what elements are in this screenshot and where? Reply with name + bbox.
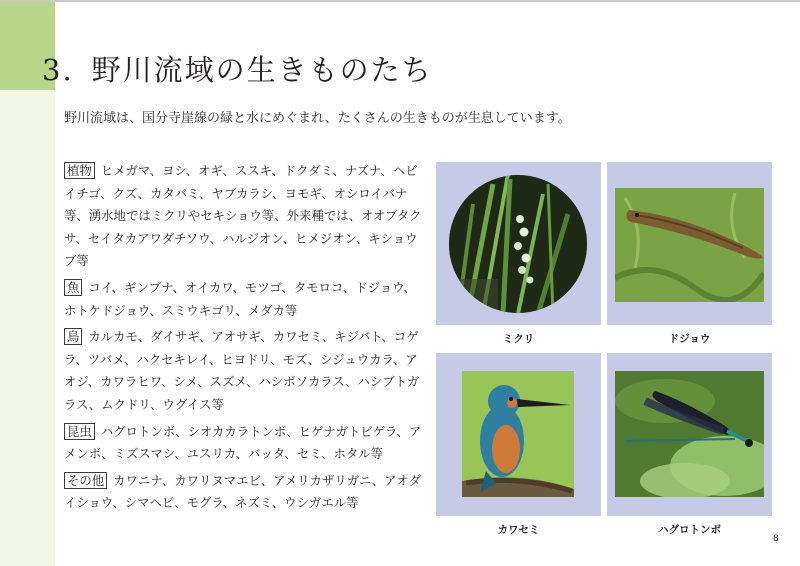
group-tag: 植物 bbox=[64, 162, 95, 179]
top-rule bbox=[0, 0, 800, 2]
damselfly-insect-image bbox=[615, 371, 764, 497]
mikuri-plant-image bbox=[448, 174, 588, 314]
species-group-plants bbox=[64, 160, 424, 273]
intro-text: 野川流域は、国分寺崖線の緑と水にめぐまれ、たくさんの生きものが生息しています。 bbox=[64, 111, 571, 126]
group-tag: 魚 bbox=[64, 279, 82, 296]
caption-dojou: ドジョウ bbox=[668, 333, 711, 345]
group-tag: 鳥 bbox=[64, 328, 82, 345]
loach-fish-image bbox=[615, 188, 764, 302]
group-text: カワニナ、カワリヌマエビ、アメリカザリガニ、アオダイショウ、シマヘビ、モグラ、ネズミ、ウシガエル等 bbox=[64, 472, 422, 511]
section-title: 野川流域の生きものたち bbox=[91, 53, 433, 87]
margin-accent-strip bbox=[0, 90, 55, 566]
page-title bbox=[42, 48, 433, 89]
species-list bbox=[64, 160, 424, 519]
page-number: 8 bbox=[773, 534, 779, 544]
kingfisher-bird-image bbox=[462, 371, 574, 497]
group-text: ハグロトンボ、シオカカラトンボ、ヒゲナガトビゲラ、アメンボ、ミズスマシ、ユスリカ、バッタ、セミ、ホタル等 bbox=[64, 423, 422, 462]
species-group-birds bbox=[64, 326, 424, 416]
photo-mikuri bbox=[436, 162, 601, 325]
photo-haguro-tonbo bbox=[607, 353, 772, 516]
group-text: コイ、ギンブナ、オイカワ、モツゴ、タモロコ、ドジョウ、ホトケドジョウ、スミウキゴリ、メダカ等 bbox=[64, 279, 416, 318]
species-group-other bbox=[64, 470, 424, 515]
caption-mikuri: ミクリ bbox=[502, 333, 535, 345]
group-tag: その他 bbox=[64, 472, 107, 489]
group-text: ヒメガマ、ヨシ、オギ、ススキ、ドクダミ、ナズナ、ヘビイチゴ、クズ、カタバミ、ヤブカラシ、ヨモギ、オシロイバナ等、湧水地ではミクリやセキショウ等、外来種では、オオブタクサ、セイタカアワダチソウ、ハルジオン、ヒメジオン、キショウブ等 bbox=[64, 163, 422, 269]
photo-dojou bbox=[607, 162, 772, 325]
species-group-insects bbox=[64, 421, 424, 466]
group-tag: 昆虫 bbox=[64, 423, 95, 440]
caption-kawasemi: カワセミ bbox=[497, 524, 540, 536]
photo-kawasemi bbox=[436, 353, 601, 516]
caption-haguro-tonbo: ハグロトンボ bbox=[658, 524, 721, 536]
species-group-fish bbox=[64, 277, 424, 322]
section-number: 3. bbox=[42, 53, 74, 87]
group-text: カルカモ、ダイサギ、アオサギ、カワセミ、キジバト、コゲラ、ツバメ、ハクセキレイ、ヒヨドリ、モズ、シジュウカラ、アオジ、カワラヒワ、シメ、スズメ、ハシボソカラス、ハシブトガラス、ムクドリ、ウグイス等 bbox=[64, 329, 420, 412]
